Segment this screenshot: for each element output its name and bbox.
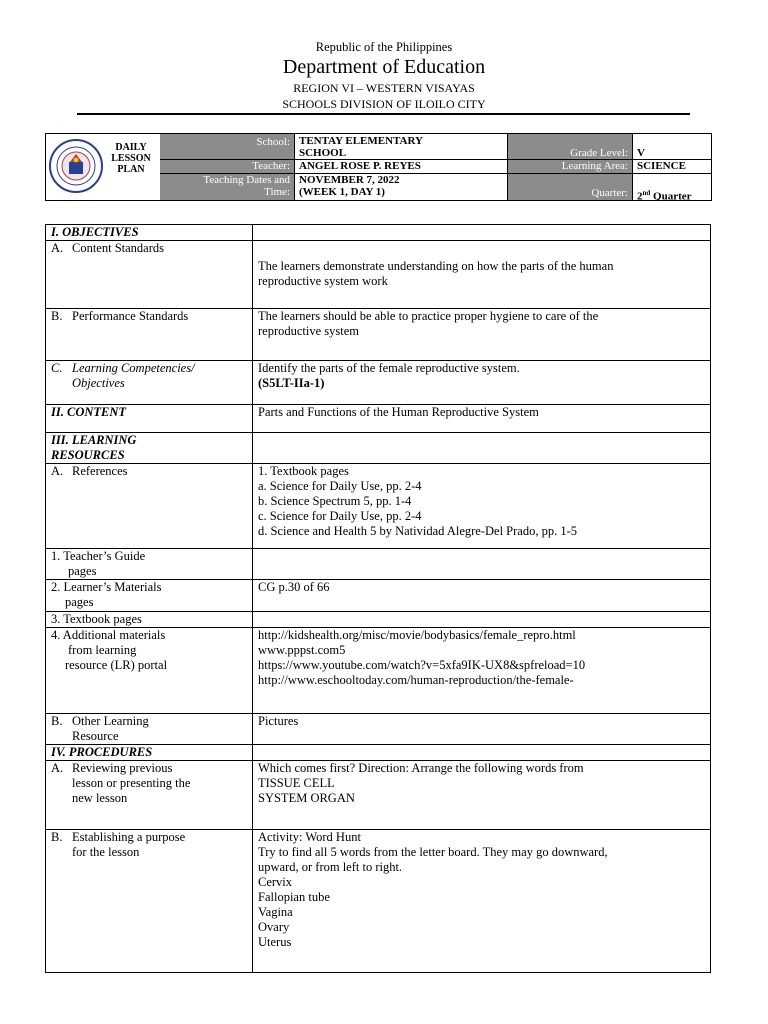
reviewing-value: [253, 761, 711, 830]
table-row: [46, 745, 711, 761]
references-label: [46, 464, 253, 549]
word-item: Vagina: [258, 905, 293, 919]
department-title: Department of Education: [282, 56, 486, 78]
division-line: SCHOOLS DIVISION OF ILOILO CITY: [282, 97, 486, 111]
procedures-heading: IV. PROCEDURES: [46, 745, 253, 761]
reference-line: c. Science for Daily Use, pp. 2-4: [258, 509, 422, 523]
dlp-line: DAILY: [115, 142, 147, 153]
label-text: [72, 714, 149, 744]
dates-line: NOVEMBER 7, 2022: [299, 174, 400, 186]
item-marker: B.: [51, 830, 63, 844]
text-line: Activity: Word Hunt: [258, 830, 361, 844]
item-marker: A.: [51, 241, 64, 255]
table-row: [46, 464, 711, 549]
item-marker: B.: [51, 714, 63, 728]
text-line: The learners demonstrate understanding on how the parts of the human: [258, 259, 614, 273]
heading-line: III. LEARNING: [51, 433, 137, 447]
text-line: reproductive system: [258, 324, 360, 338]
label-line: Other Learning: [72, 714, 149, 728]
text-line: SYSTEM ORGAN: [258, 791, 355, 805]
label-text: [72, 830, 185, 860]
competencies-label: [46, 361, 253, 405]
label-line: pages: [68, 564, 97, 578]
item-marker: C.: [51, 361, 63, 375]
reference-line: a. Science for Daily Use, pp. 2-4: [258, 479, 422, 493]
label-line: 1. Teacher’s Guide: [51, 549, 146, 563]
label-text: [72, 361, 195, 391]
label-line: 2. Learner’s Materials: [51, 580, 162, 594]
objectives-heading: I. OBJECTIVES: [46, 225, 253, 241]
heading-line: RESOURCES: [51, 448, 125, 462]
word-item: Cervix: [258, 875, 293, 889]
text-line: upward, or from left to right.: [258, 860, 403, 874]
competencies-value: [253, 361, 711, 405]
table-row: [46, 433, 711, 464]
school-value: [294, 134, 507, 159]
dates-value: [294, 173, 507, 200]
empty-cell: [253, 225, 711, 241]
reference-line: 1. Textbook pages: [258, 464, 349, 478]
reference-line: b. Science Spectrum 5, pp. 1-4: [258, 494, 412, 508]
reviewing-label: [46, 761, 253, 830]
quarter-value: [632, 173, 711, 203]
school-label: School:: [160, 134, 294, 159]
dates-label-line: Teaching Dates and: [203, 174, 290, 186]
table-row: [46, 225, 711, 241]
label-text: [72, 761, 190, 806]
label-line: 4. Additional materials: [51, 628, 166, 642]
info-row-divider: [160, 173, 712, 174]
quarter-label: Quarter:: [507, 173, 632, 200]
text-line: Try to find all 5 words from the letter board. They may go downward,: [258, 845, 608, 859]
table-row: [46, 361, 711, 405]
purpose-label: [46, 830, 253, 973]
header-rule: [77, 113, 690, 115]
label-line: pages: [65, 595, 94, 609]
resources-heading: [46, 433, 253, 464]
dates-label: [160, 173, 294, 200]
dlp-line: PLAN: [117, 164, 145, 175]
republic-line: Republic of the Philippines: [315, 40, 453, 54]
learners-materials-label: [46, 580, 253, 612]
text-line: The learners should be able to practice proper hygiene to care of the: [258, 309, 599, 323]
teachers-guide-label: [46, 549, 253, 580]
lesson-plan-table: [45, 224, 711, 973]
content-value: Parts and Functions of the Human Reproductive System: [253, 405, 711, 433]
table-row: [46, 549, 711, 580]
label-line: for the lesson: [72, 845, 140, 859]
resource-link[interactable]: https://www.youtube.com/watch?v=5xfa9IK-UX8&spfreload=10: [258, 658, 586, 672]
references-value: [253, 464, 711, 549]
table-row: [46, 405, 711, 433]
resource-link[interactable]: http://kidshealth.org/misc/movie/bodybasics/female_repro.html: [258, 628, 576, 642]
school-line: TENTAY ELEMENTARY: [299, 135, 423, 147]
area-value: SCIENCE: [632, 159, 711, 173]
dlp-line: LESSON: [111, 153, 151, 164]
dlp-label: [107, 142, 155, 175]
label-line: Establishing a purpose: [72, 830, 186, 844]
label-line: Reviewing previous: [72, 761, 173, 775]
additional-materials-label: [46, 628, 253, 714]
learners-materials-value: CG p.30 of 66: [253, 580, 711, 612]
grade-label: Grade Level:: [507, 134, 632, 159]
table-row: [46, 309, 711, 361]
performance-standards-value: [253, 309, 711, 361]
label-line: Resource: [72, 729, 119, 743]
teacher-value: ANGEL ROSE P. REYES: [294, 159, 507, 173]
label-text: References: [72, 464, 128, 478]
content-standards-value: [253, 241, 711, 309]
table-row: [46, 761, 711, 830]
empty-cell: [253, 745, 711, 761]
deped-seal-icon: [48, 138, 104, 194]
label-text: Performance Standards: [72, 309, 189, 323]
label-line: Learning Competencies/: [72, 361, 195, 375]
content-standards-label: [46, 241, 253, 309]
competency-code: (S5LT-IIa-1): [258, 376, 325, 390]
table-row: [46, 628, 711, 714]
teacher-label: Teacher:: [160, 159, 294, 173]
label-line: from learning: [68, 643, 137, 657]
item-marker: A.: [51, 464, 64, 478]
table-row: [46, 241, 711, 309]
table-row: [46, 830, 711, 973]
grade-value: V: [632, 134, 711, 159]
label-line: new lesson: [72, 791, 128, 805]
textbook-pages-label: 3. Textbook pages: [46, 612, 253, 628]
table-row: [46, 612, 711, 628]
resource-link[interactable]: www.pppst.com5: [258, 643, 346, 657]
quarter-number: 2: [637, 190, 643, 203]
table-row: [46, 714, 711, 745]
school-info-block: [45, 133, 712, 201]
label-text: Content Standards: [72, 241, 165, 255]
empty-cell: [253, 612, 711, 628]
item-marker: B.: [51, 309, 63, 323]
item-marker: A.: [51, 761, 64, 775]
text-line: TISSUE CELL: [258, 776, 335, 790]
word-item: Uterus: [258, 935, 292, 949]
reference-line: d. Science and Health 5 by Natividad Alegre-Del Prado, pp. 1-5: [258, 524, 578, 538]
quarter-suffix: nd: [642, 189, 651, 197]
label-line: resource (LR) portal: [65, 658, 168, 672]
table-row: [46, 580, 711, 612]
performance-standards-label: [46, 309, 253, 361]
content-heading: II. CONTENT: [46, 405, 253, 433]
text-line: Identify the parts of the female reproductive system.: [258, 361, 520, 375]
purpose-value: [253, 830, 711, 973]
dates-line: (WEEK 1, DAY 1): [299, 186, 385, 198]
school-line: SCHOOL: [299, 147, 347, 159]
other-resource-value: Pictures: [253, 714, 711, 745]
resource-link[interactable]: http://www.eschooltoday.com/human-reproduction/the-female-: [258, 673, 574, 687]
dates-label-line: Time:: [264, 186, 290, 198]
text-line: reproductive system work: [258, 274, 388, 288]
info-row-divider: [160, 159, 712, 160]
quarter-word: Quarter: [650, 190, 692, 203]
word-item: Ovary: [258, 920, 290, 934]
label-line: Objectives: [72, 376, 125, 390]
label-line: lesson or presenting the: [72, 776, 191, 790]
empty-cell: [253, 433, 711, 464]
additional-materials-value: [253, 628, 711, 714]
word-item: Fallopian tube: [258, 890, 330, 904]
other-resource-label: [46, 714, 253, 745]
text-line: Which comes first? Direction: Arrange the following words from: [258, 761, 584, 775]
empty-cell: [253, 549, 711, 580]
area-label: Learning Area:: [507, 159, 632, 173]
region-line: REGION VI – WESTERN VISAYAS: [293, 81, 475, 95]
